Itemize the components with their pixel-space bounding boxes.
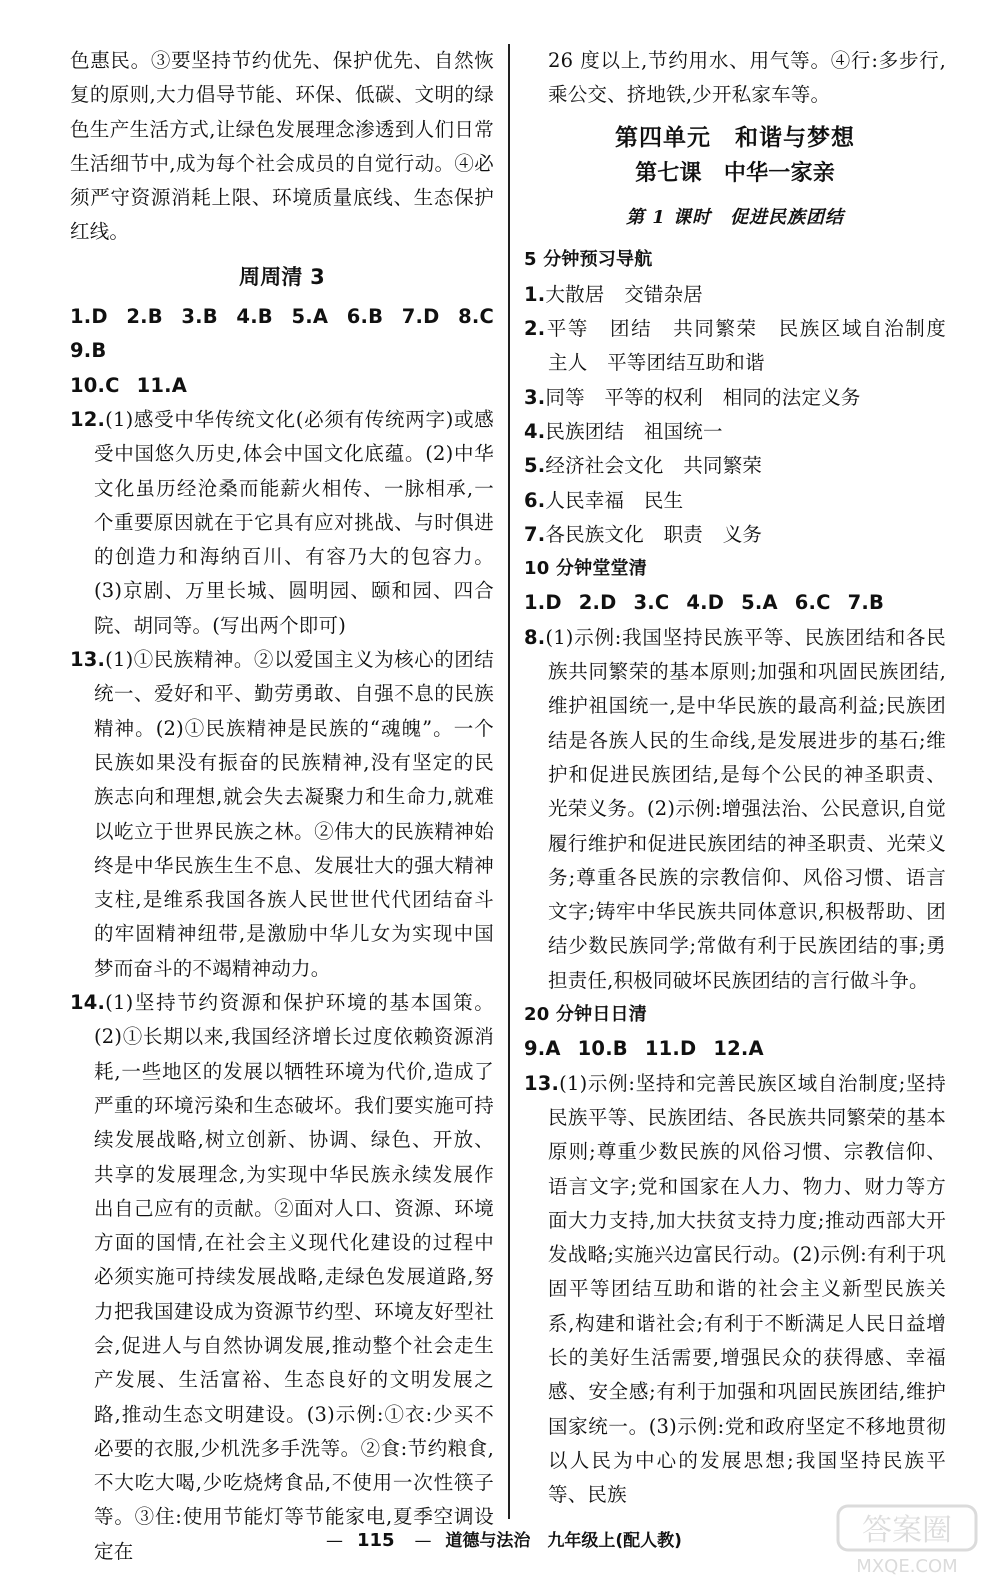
- preview-item-1: [524, 278, 946, 312]
- footer-dash-right: —: [414, 1531, 432, 1551]
- question-13-right-answer: (1)示例:坚持和完善民族区域自治制度;坚持民族平等、民族团结、各民族共同繁荣的基本原则;尊重少数民族的风俗习惯、宗教信仰、语言文字;党和国家在人力、物力、财力等方面大力支持,加大扶贫支持力度;推动西部大开发战略;实施兴边富民行动。(2)示例:有利于巩固平等团结互助和谐的社会主义新型民族关系,构建和谐社会;有利于不断满足人民日益增长的美好生活需要,增强民众的获得感、幸福感、安全感;有利于加强和巩固民族团结,维护国家统一。(3)示例:党和政府坚定不移地贯彻以人民为中心的发展思想;我国坚持民族平等、民族: [548, 1071, 946, 1507]
- preview-item-text: 经济社会文化 共同繁荣: [545, 454, 763, 478]
- preview-item-number: 6.: [524, 488, 546, 512]
- question-13-answer: (1)①民族精神。②以爱国主义为核心的团结统一、爱好和平、勤劳勇敢、自强不息的民族精神。(2)①民族精神是民族的“魂魄”。一个民族如果没有振奋的民族精神,没有坚定的民族志向和理想,就会失去凝聚力和生命力,就难以屹立于世界民族之林。②伟大的民族精神始终是中华民族生生不息、发展壮大的强大精神支柱,是维系我国各族人民世世代代团结奋斗的牢固精神纽带,是激励中华儿女为实现中国梦而奋斗的不竭精神动力。: [94, 648, 494, 980]
- watermark-url-text: MXQE.COM: [856, 1556, 958, 1577]
- section-title-weekly: 周周清 3: [239, 264, 325, 289]
- column-divider: [508, 44, 510, 1519]
- preview-item-3: [524, 381, 946, 415]
- mc-answers-row-1: 1.D 2.B 3.B 4.B 5.A 6.B 7.D 8.C 9.B: [70, 305, 494, 363]
- question-13-right-number: 13.: [524, 1071, 560, 1095]
- subheading-daily-check: 20 分钟日日清: [524, 1004, 647, 1026]
- watermark-brand-text: 答案圈: [862, 1513, 952, 1548]
- preview-item-text: 各民族文化 职责 义务: [545, 522, 763, 546]
- question-12-number: 12.: [70, 407, 106, 431]
- subheading-class-check: 10 分钟堂堂清: [524, 558, 647, 580]
- preview-item-number: 4.: [524, 419, 546, 443]
- preview-item-number: 5.: [524, 454, 546, 478]
- mc-answers-row-4: 9.A 10.B 11.D 12.A: [524, 1037, 764, 1061]
- preview-answer-list: [524, 278, 966, 552]
- preview-item-text: 大散居 交错杂居: [545, 282, 703, 306]
- preview-item-2: [524, 312, 966, 381]
- question-8: [524, 621, 946, 998]
- preview-item-4: [524, 415, 946, 449]
- preview-item-7: [524, 518, 946, 552]
- footer-dash-left: —: [326, 1531, 344, 1551]
- watermark-logo: [832, 1500, 982, 1580]
- preview-item-number: 1.: [524, 282, 546, 306]
- question-14-answer: (1)坚持节约资源和保护环境的基本国策。(2)①长期以来,我国经济增长过度依赖资源消耗,一些地区的发展以牺牲环境为代价,造成了严重的环境污染和生态破坏。我们要实施可持续发展战略,树立创新、协调、绿色、开放、共享的发展理念,为实现中华民族永续发展作出自己应有的贡献。②面对人口、资源、环境方面的国情,在社会主义现代化建设的过程中必须实施可持续发展战略,走绿色发展道路,努力把我国建设成为资源节约型、环境友好型社会,促进人与自然协调发展,推动整个社会走生产发展、生活富裕、生态良好的文明发展之路,推动生态文明建设。(3)示例:①衣:少买不必要的衣服,少机洗多手洗等。②食:节约粮食,不大吃大喝,少吃烧烤食品,不使用一次性筷子等。③住:使用节能灯等节能家电,夏季空调设定在: [94, 991, 494, 1563]
- question-14: [70, 986, 494, 1569]
- question-14-number: 14.: [70, 991, 106, 1015]
- preview-item-text: 民族团结 祖国统一: [545, 419, 723, 443]
- question-12: [70, 403, 494, 643]
- preview-item-number: 2.: [524, 317, 546, 341]
- right-column: [524, 44, 966, 1512]
- page-number: 115: [356, 1530, 395, 1551]
- question-13-number: 13.: [70, 648, 106, 672]
- left-column: [70, 44, 494, 1569]
- mc-answers-row-2: 10.C 11.A: [70, 373, 188, 397]
- question-13-right: [524, 1067, 946, 1513]
- intro-paragraph: 色惠民。③要坚持节约优先、保护优先、自然恢复的原则,大力倡导节能、环保、低碳、文明的绿色生产生活方式,让绿色发展理念渗透到人们日常生活细节中,成为每个社会成员的自觉行动。④必须严守资源消耗上限、环境质量底线、生态保护红线。: [70, 49, 494, 244]
- mc-answers-row-3: 1.D 2.D 3.C 4.D 5.A 6.C 7.B: [524, 591, 885, 615]
- preview-item-number: 3.: [524, 385, 546, 409]
- preview-item-text: 人民幸福 民生: [545, 488, 684, 512]
- continued-paragraph: 26 度以上,节约用水、用气等。④行:多步行,乘公交、挤地铁,少开私家车等。: [548, 49, 946, 107]
- question-8-answer: (1)示例:我国坚持民族平等、民族团结和各民族共同繁荣的基本原则;加强和巩固民族团结,维护祖国统一,是中华民族的最高利益;民族团结是各族人民的生命线,是发展进步的基石;维护和促进民族团结,是每个公民的神圣职责、光荣义务。(2)示例:增强法治、公民意识,自觉履行维护和促进民族团结的神圣职责、光荣义务;尊重各民族的宗教信仰、风俗习惯、语言文字;铸牢中华民族共同体意识,积极帮助、团结少数民族同学;常做有利于民族团结的事;勇担责任,积极同破坏民族团结的言行做斗争。: [545, 625, 946, 992]
- book-title: 道德与法治 九年级上(配人教): [445, 1531, 682, 1551]
- unit-title: 第四单元 和谐与梦想: [615, 124, 855, 151]
- question-12-answer: (1)感受中华传统文化(必须有传统两字)或感受中国悠久历史,体会中国文化底蕴。(2)中华文化虽历经沧桑而能薪火相传、一脉相承,一个重要原因就在于它具有应对挑战、与时俱进的创造力和海纳百川、有容乃大的包容力。(3)京剧、万里长城、圆明园、颐和园、四合院、胡同等。(写出两个即可): [94, 407, 494, 637]
- preview-item-text: 同等 平等的权利 相同的法定义务: [545, 385, 861, 409]
- question-8-number: 8.: [524, 625, 546, 649]
- preview-item-5: [524, 449, 946, 483]
- subheading-preview: 5 分钟预习导航: [524, 249, 653, 271]
- preview-item-6: [524, 484, 946, 518]
- period-title: 第 1 课时 促进民族团结: [625, 207, 845, 229]
- preview-item-number: 7.: [524, 522, 546, 546]
- preview-item-text: 平等 团结 共同繁荣 民族区域自治制度 主人 平等团结互助和谐: [545, 317, 966, 375]
- lesson-title: 第七课 中华一家亲: [635, 160, 835, 186]
- question-13: [70, 643, 494, 986]
